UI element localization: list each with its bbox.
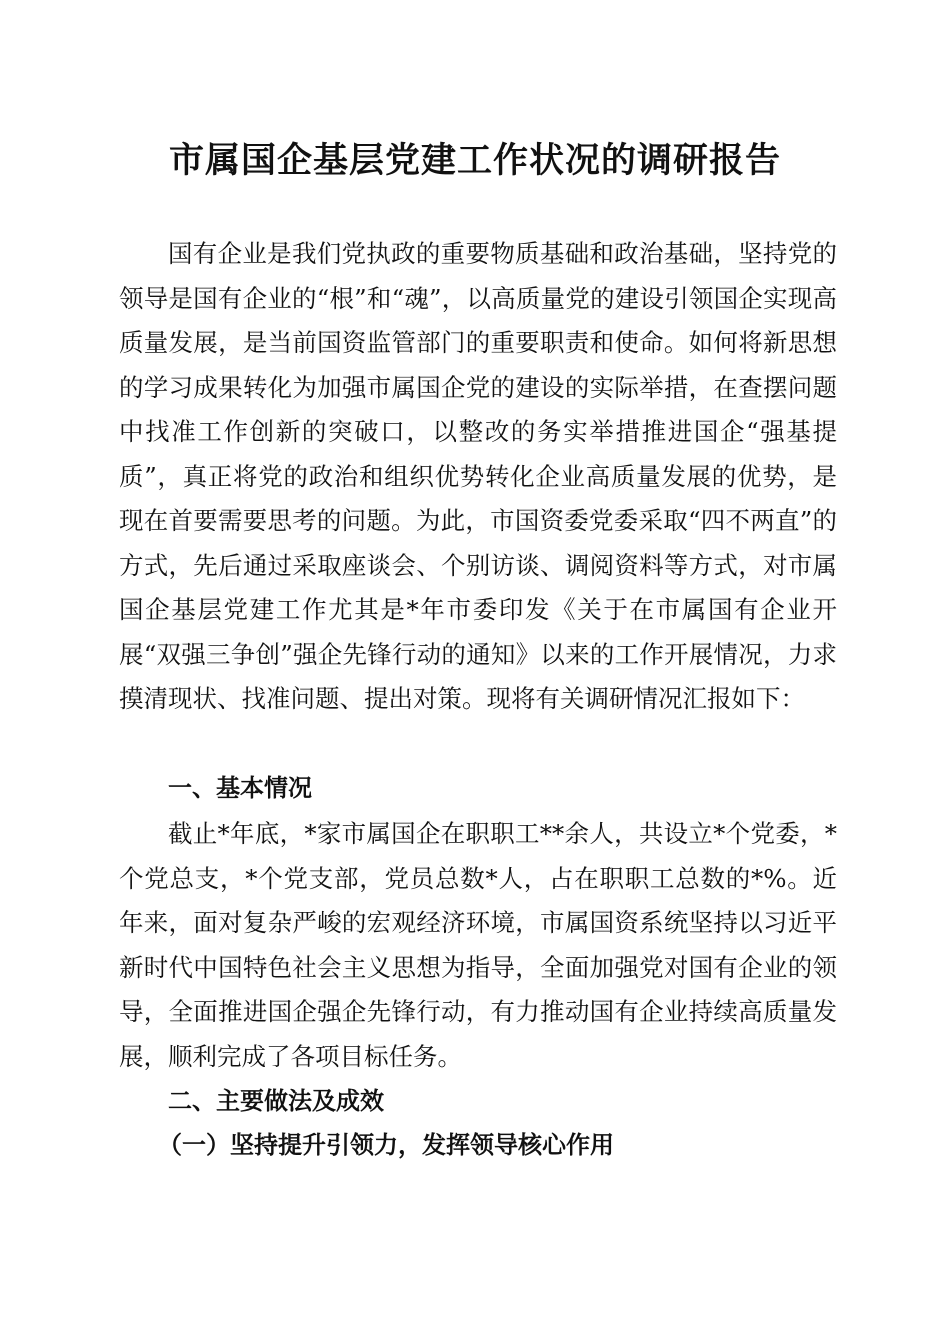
intro-paragraph: 国有企业是我们党执政的重要物质基础和政治基础，坚持党的领导是国有企业的“根”和“魂”，以高质量党的建设引领国企实现高质量发展，是当前国资监管部门的重要职责和使命。如何将新思想的学习成果转化为加强市属国企党的建设的实际举措，在查摆问题中找准工作创新的突破口，以整改的务实举措推进国企“强基提质”，真正将党的政治和组织优势转化企业高质量发展的优势，是现在首要需要思考的问题。为此，市国资委党委采取“四不两直”的方式，先后通过采取座谈会、个别访谈、调阅资料等方式，对市属国企基层党建工作尤其是*年市委印发《关于在市属国有企业开展“双强三争创”强企先锋行动的通知》以来的工作开展情况，力求摸清现状、找准问题、提出对策。现将有关调研情况汇报如下： bbox=[119, 239, 837, 713]
section-heading-main-practices: 二、主要做法及成效 bbox=[168, 1087, 384, 1115]
subsection-heading-leadership: （一）坚持提升引领力，发挥领导核心作用 bbox=[158, 1130, 614, 1159]
basic-situation-paragraph: 截止*年底，*家市属国企在职职工**余人，共设立*个党委，*个党总支，*个党支部，党员总数*人，占在职职工总数的*%。近年来，面对复杂严峻的宏观经济环境，市属国资系统坚持以习近平新时代中国特色社会主义思想为指导，全面加强党对国有企业的领导，全面推进国企强企先锋行动，有力推动国有企业持续高质量发展，顺利完成了各项目标任务。 bbox=[119, 819, 837, 1071]
section-heading-basic-situation: 一、基本情况 bbox=[168, 774, 312, 802]
document-title: 市属国企基层党建工作状况的调研报告 bbox=[168, 140, 781, 181]
